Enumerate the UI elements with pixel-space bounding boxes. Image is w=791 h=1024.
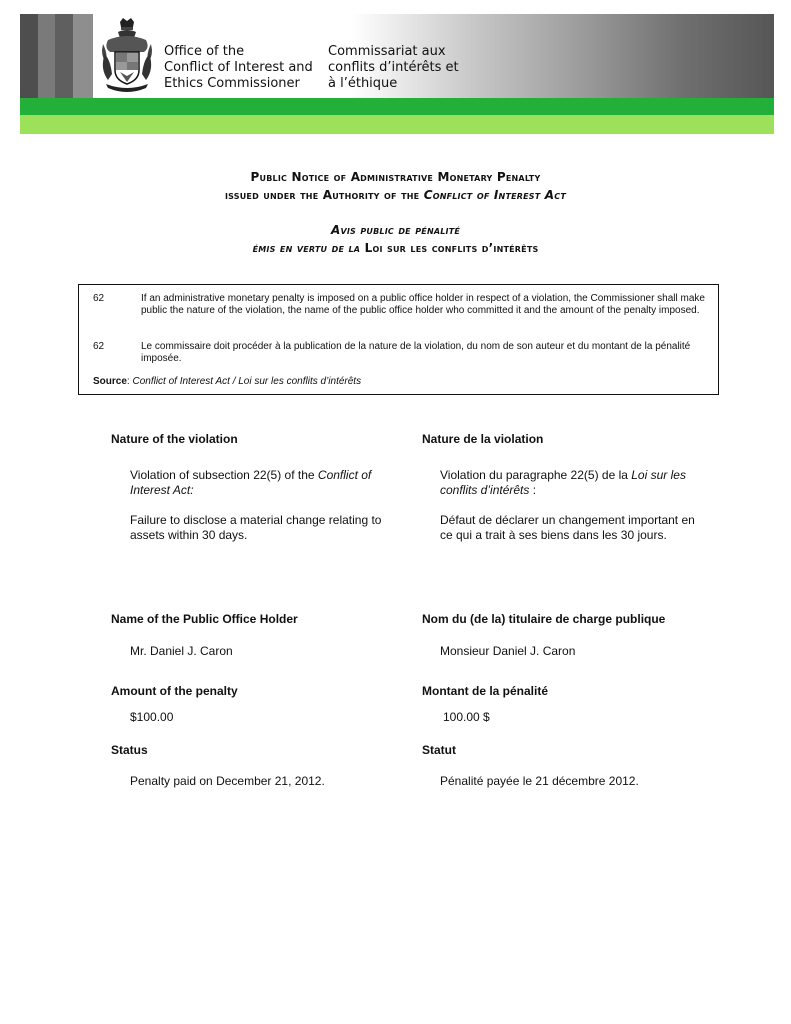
status-value-french: Pénalité payée le 21 décembre 2012. [440, 774, 639, 788]
canada-coat-of-arms-icon [100, 18, 154, 94]
penalty-heading-french: Montant de la pénalité [422, 684, 549, 698]
section-text: If an administrative monetary penalty is imposed on a public office holder in respect of a violation, the Commissioner shall make public the nature of the violation, the name of the public office holder who committed it and the amount of the penalty imposed. [141, 293, 705, 316]
source-label: Source [93, 376, 127, 387]
banner-stripe [73, 14, 93, 98]
violation-text: Violation of subsection 22(5) of the [130, 468, 318, 482]
violation-detail-french: Défaut de déclarer un changement important en ce qui a trait à ses biens dans les 30 jours. [440, 513, 695, 542]
penalty-heading-english: Amount of the penalty [111, 684, 238, 698]
org-name-line: Office of the [164, 44, 245, 59]
header-banner [20, 14, 774, 98]
title-text: issued under the Authority of the [224, 188, 424, 202]
holder-heading-french: Nom du (de la) titulaire de charge publique [422, 612, 666, 626]
banner-stripe [38, 14, 55, 98]
holder-name-french: Monsieur Daniel J. Caron [440, 644, 576, 658]
org-name-french [328, 44, 459, 92]
title-french-line2 [0, 241, 791, 255]
status-value-english: Penalty paid on December 21, 2012. [130, 774, 325, 788]
holder-name-english: Mr. Daniel J. Caron [130, 644, 233, 658]
org-name-line: conflits d’intérêts et [328, 60, 459, 75]
org-name-line: Ethics Commissioner [164, 76, 300, 91]
status-heading-english: Status [111, 743, 148, 757]
penalty-amount-french: 100.00 $ [443, 710, 490, 724]
org-name-line: Conflict of Interest and [164, 60, 313, 75]
violation-text: : [529, 483, 537, 497]
act-name: Conflict of Interest Act: [130, 468, 372, 497]
act-name: Conflict of Interest Act [423, 188, 566, 202]
source-value: Conflict of Interest Act / Loi sur les conflits d’intérêts [132, 376, 362, 387]
title-english-line2 [0, 188, 791, 202]
banner-stripe [20, 14, 38, 98]
section-text: Le commissaire doit procéder à la publication de la nature de la violation, du nom de son auteur et du montant de la pénalité imposée. [141, 341, 691, 364]
violation-description-english [130, 468, 385, 498]
penalty-amount-english: $100.00 [130, 710, 174, 724]
section-number: 62 [93, 293, 105, 304]
violation-text: Violation du paragraphe 22(5) de la [440, 468, 632, 482]
section-number: 62 [93, 341, 105, 352]
holder-heading-english: Name of the Public Office Holder [111, 612, 298, 626]
act-name: Loi sur les conflits d’intérêts [440, 468, 686, 497]
header-accent-bar-light [20, 115, 774, 134]
banner-stripe [55, 14, 73, 98]
violation-description-french [440, 468, 695, 498]
header-accent-bar-dark [20, 98, 774, 115]
violation-detail-english: Failure to disclose a material change relating to assets within 30 days. [130, 513, 382, 542]
legal-provision-box [78, 284, 719, 395]
org-name-line: à l’éthique [328, 76, 398, 91]
title-french-line1: Avis public de pénalité [330, 223, 461, 237]
status-heading-french: Statut [422, 743, 456, 757]
title-text: émis en vertu de la [252, 241, 365, 255]
violation-heading-french: Nature de la violation [422, 432, 544, 446]
org-name-line: Commissariat aux [328, 44, 446, 59]
act-name: Loi sur les conflits d’intérêts [364, 241, 539, 255]
org-name-english [164, 44, 313, 92]
violation-heading-english: Nature of the violation [111, 432, 238, 446]
title-english-line1: Public Notice of Administrative Monetary Penalty [250, 170, 541, 184]
source-separator: : [126, 376, 133, 387]
legal-source [93, 376, 361, 388]
